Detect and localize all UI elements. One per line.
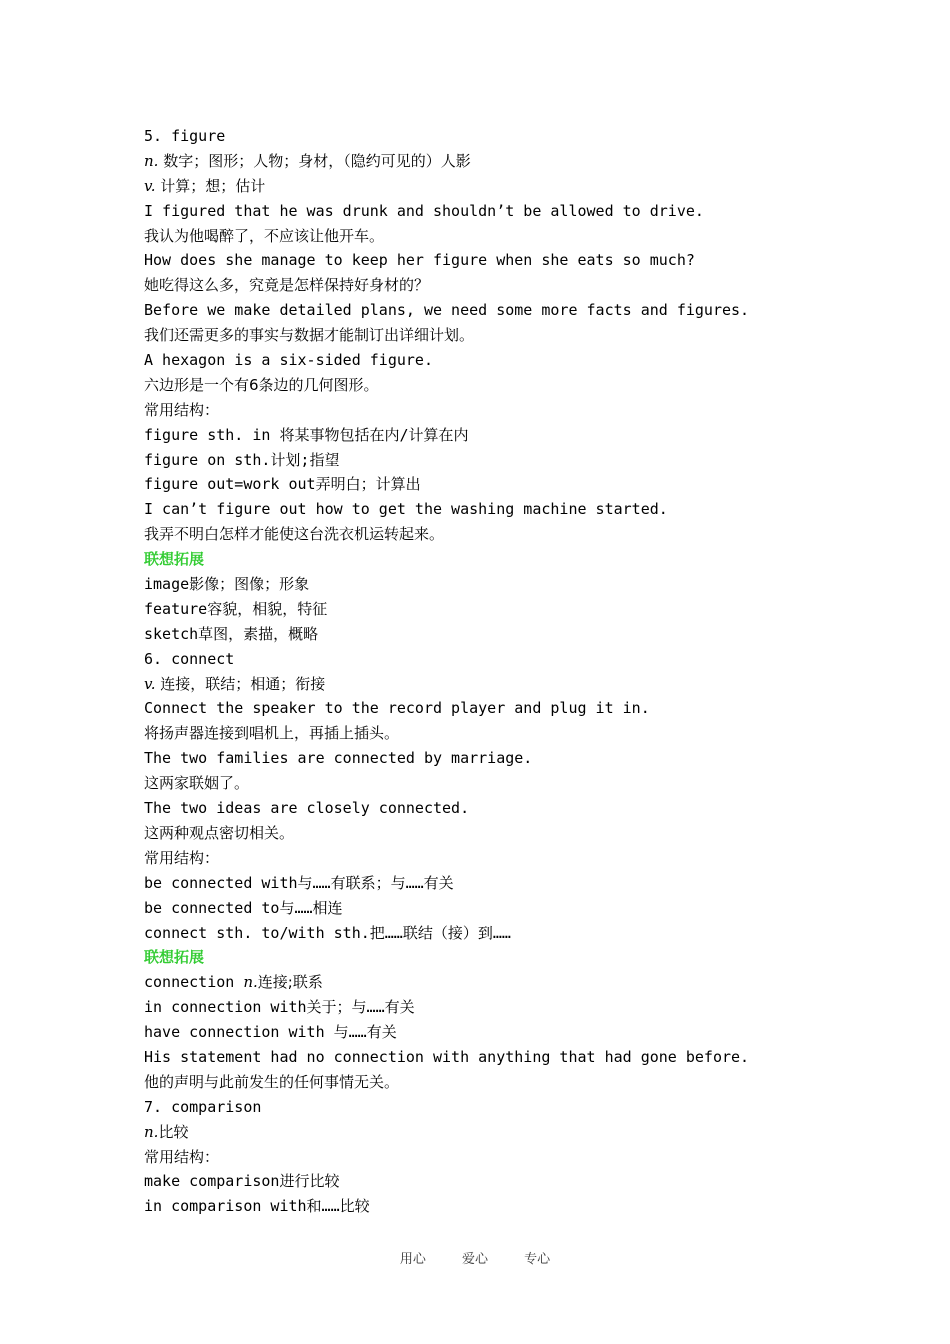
footer-text-1: 用心 [399, 1252, 426, 1267]
text-line: connect sth. to/with sth.把……联结（接）到…… [144, 923, 511, 942]
text-line: be connected to与……相连 [144, 898, 343, 917]
entry-word: connection [144, 973, 244, 992]
part-of-speech: n. [243, 973, 258, 992]
text-line: figure sth. in 将某事物包括在内/计算在内 [144, 425, 469, 444]
text-line: 6. connect [144, 649, 235, 668]
text-line: be connected with与……有联系；与……有关 [144, 873, 454, 892]
text-line: 这两家联姻了。 [144, 774, 250, 793]
text-line: Connect the speaker to the record player and plug it in. [144, 699, 650, 718]
text-line: The two ideas are closely connected. [144, 799, 470, 818]
text-line: in comparison with和……比较 [144, 1197, 370, 1216]
text-line: Before we make detailed plans, we need some more facts and figures. [144, 301, 750, 320]
text-line: image影像；图像；形象 [144, 575, 310, 594]
text-line: 我弄不明白怎样才能使这台洗衣机运转起来。 [144, 525, 445, 544]
definition-text: 连接，联结；相通；衔接 [155, 674, 326, 693]
definition-text: 计算；想；估计 [155, 176, 266, 195]
text-line: I can’t figure out how to get the washing machine started. [144, 500, 668, 519]
page-footer [0, 1248, 950, 1267]
text-line: figure out=work out弄明白；计算出 [144, 475, 421, 494]
text-line: sketch草图，素描，概略 [144, 624, 319, 643]
text-line: 这两种观点密切相关。 [144, 823, 295, 842]
text-line [144, 672, 844, 697]
text-line [144, 1120, 844, 1145]
text-line: 他的声明与此前发生的任何事情无关。 [144, 1072, 400, 1091]
text-line: 常用结构： [144, 400, 220, 419]
text-line: 她吃得这么多，究竟是怎样保持好身材的？ [144, 276, 430, 295]
definition-text: 数字；图形；人物；身材，（隐约可见的）人影 [158, 151, 471, 170]
definition-text: 比较 [158, 1122, 189, 1141]
part-of-speech: v. [144, 674, 156, 693]
section-heading: 联想拓展 [144, 948, 205, 967]
text-line: have connection with 与……有关 [144, 1023, 397, 1042]
part-of-speech: n. [144, 151, 159, 170]
text-line: 六边形是一个有6条边的几何图形。 [144, 375, 379, 394]
text-line: 将扬声器连接到唱机上，再插上插头。 [144, 724, 400, 743]
text-line: His statement had no connection with anything that had gone before. [144, 1047, 750, 1066]
text-line: 我们还需更多的事实与数据才能制订出详细计划。 [144, 326, 475, 345]
text-line [144, 149, 844, 174]
text-line [144, 174, 844, 199]
text-line: I figured that he was drunk and shouldn’t be allowed to drive. [144, 201, 704, 220]
text-line: 常用结构： [144, 848, 220, 867]
text-line: A hexagon is a six-sided figure. [144, 351, 433, 370]
text-line: make comparison进行比较 [144, 1172, 340, 1191]
footer-text-3: 专心 [524, 1252, 551, 1267]
text-line: 7. comparison [144, 1097, 262, 1116]
part-of-speech: n. [144, 1122, 159, 1141]
text-line [144, 970, 844, 995]
text-line: The two families are connected by marriage. [144, 749, 533, 768]
footer-text-2: 爱心 [461, 1252, 488, 1267]
definition-text: 连接;联系 [257, 973, 323, 992]
section-heading: 联想拓展 [144, 550, 205, 569]
text-line: figure on sth.计划;指望 [144, 450, 340, 469]
text-line: How does she manage to keep her figure when she eats so much? [144, 251, 695, 270]
text-line: 5. figure [144, 127, 226, 145]
text-line: in connection with关于；与……有关 [144, 998, 415, 1017]
part-of-speech: v. [144, 176, 156, 195]
text-line: 我认为他喝醉了，不应该让他开车。 [144, 226, 385, 245]
text-line: feature容貌，相貌，特征 [144, 599, 328, 618]
text-line: 常用结构： [144, 1147, 220, 1166]
document-body [144, 124, 844, 1219]
